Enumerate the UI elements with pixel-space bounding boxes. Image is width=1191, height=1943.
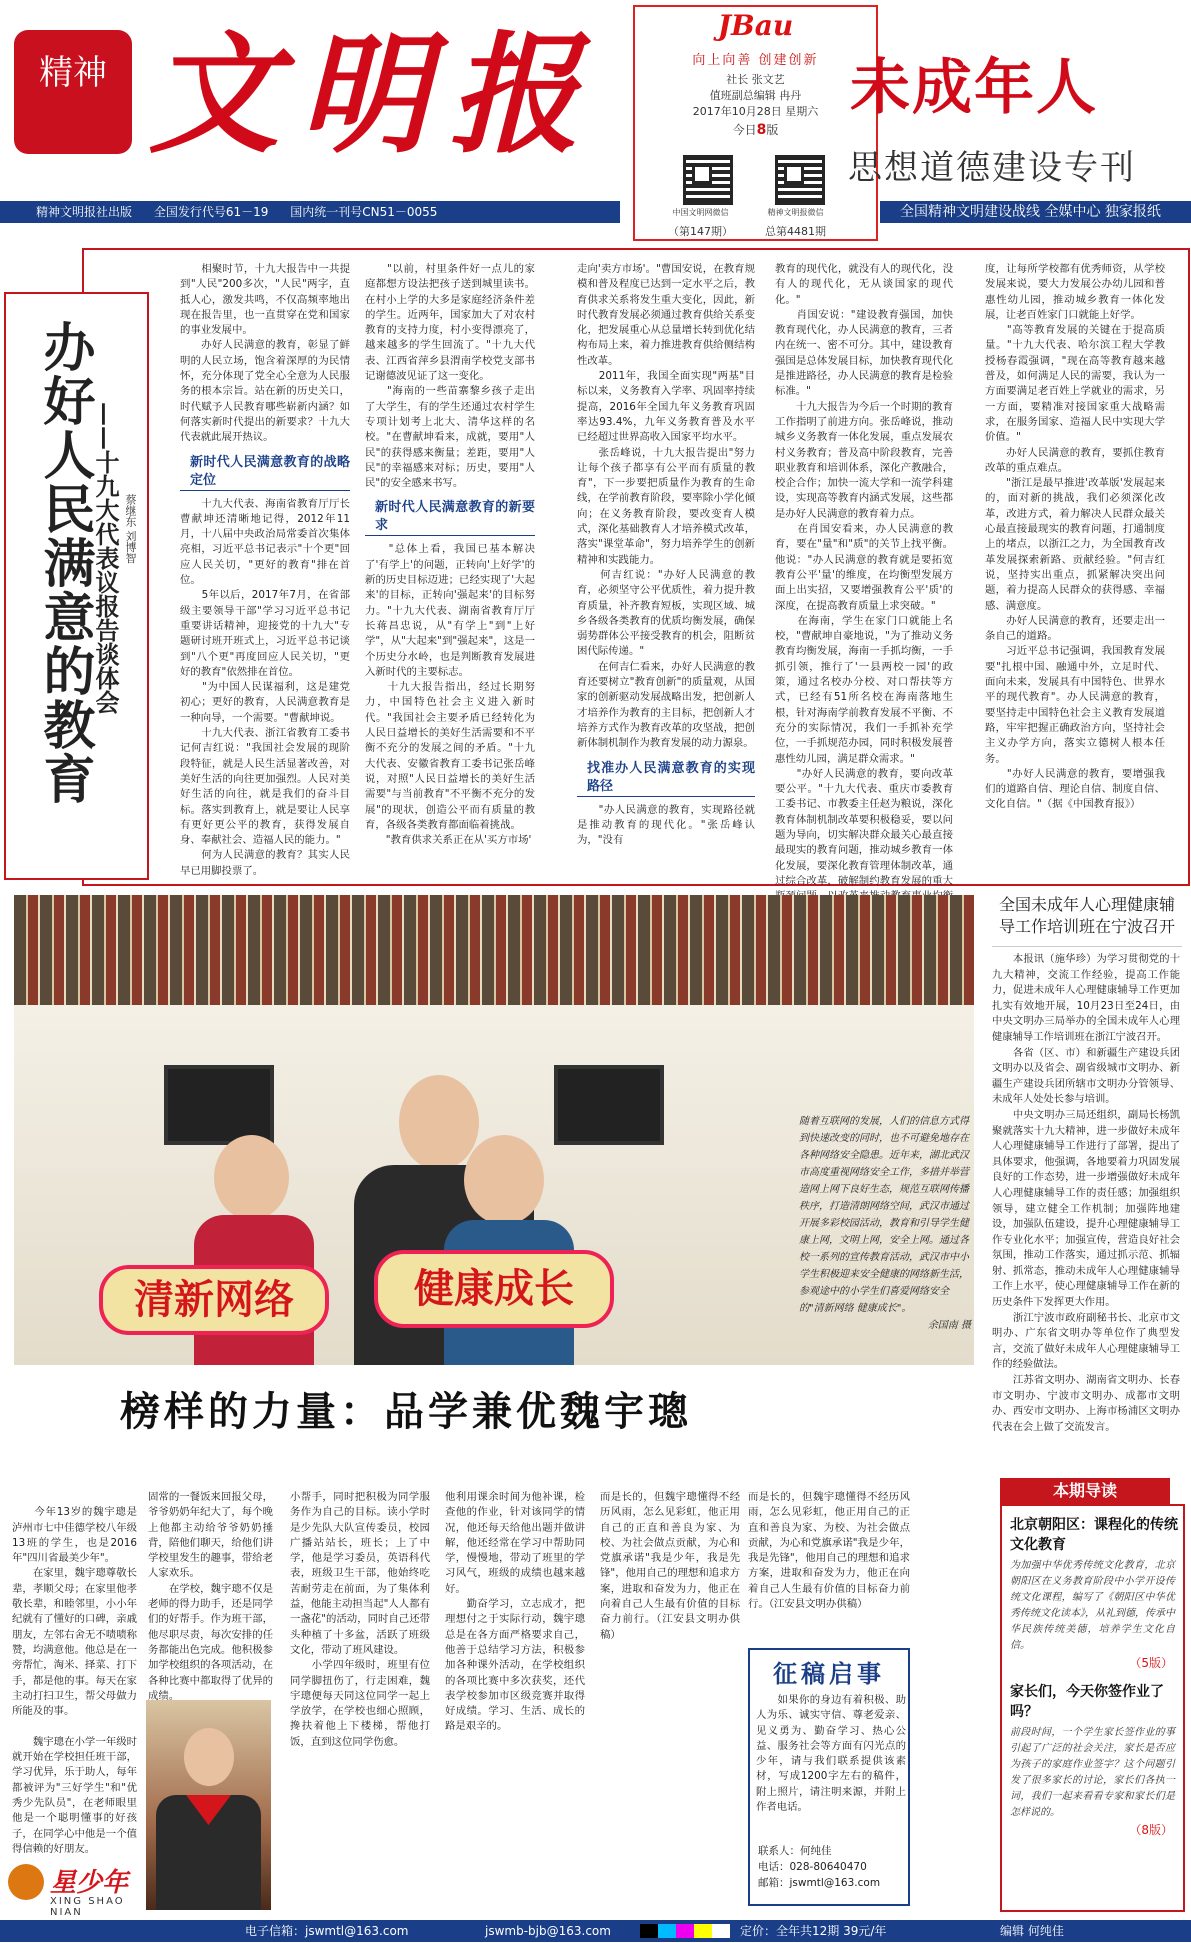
publisher-bar <box>0 201 620 223</box>
lead-headline: 办好人民满意的教育 <box>34 320 95 806</box>
section-name: 星少年 <box>50 1868 129 1898</box>
bookshelf <box>14 895 974 1005</box>
monitor-icon <box>554 1065 664 1145</box>
qr-label: 中国文明网微信 <box>672 208 729 217</box>
issue-info-box <box>633 5 878 241</box>
sign-right: 健康成长 <box>374 1250 614 1328</box>
star-logo-icon <box>8 1864 44 1900</box>
call-for-submissions: 征稿启事 如果你的身边有着积极、助人为乐、诚实守信、尊老爱亲、见义勇为、勤奋学习、热心公益、服务社会等方面有闪光点的少年，请与我们联系提供该素材，写成1200字左右的稿件，附上照片，请注明来源，并附上作者电话。 联系人：何纯佳 电话：028-80640470 邮箱：jswmtl@163.com <box>748 1648 910 1906</box>
issue-date: 2017年10月28日 星期六 <box>692 105 819 118</box>
student-photo <box>146 1700 271 1910</box>
issue-guide <box>1000 1504 1185 1912</box>
monitor-icon <box>164 1065 274 1145</box>
feature-column: 固常的一餐饭来回报父母，爷爷奶奶年纪大了，每个晚上他都主动给爷爷奶奶捶背，陪他们聊天，给他们讲学校里发生的趣事，带给老人家欢乐。 在学校，魏宇璁不仅是老师的得力助手，还是同学们的好帮手。作为班干部，他尽职尽责，每次安排的任务都能出色完成。他积极参加学校组织的各项活动，在各种比赛中都取得了优异的成绩。 <box>148 1491 273 1702</box>
guide-item-title: 家长们，今天你签作业了吗？ <box>1010 1684 1164 1720</box>
qr-code-icon <box>775 155 825 205</box>
section-logo <box>8 1858 158 1918</box>
publisher: 精神文明报社出版 <box>36 205 133 219</box>
footer-price: 定价：全年共12期 39元/年 <box>740 1924 887 1938</box>
qr-code-icon <box>683 155 733 205</box>
supplement-title: 未成年人 <box>850 53 1098 123</box>
footer-bar <box>0 1920 1191 1942</box>
footer-editor: 编辑 何纯佳 <box>1000 1924 1064 1938</box>
page-count: 今日8版 <box>732 122 779 138</box>
student-face <box>184 1728 234 1786</box>
article-column: 教育的现代化，就没有人的现代化，没有人的现代化，无从谈国家的现代化。" 肖国安说："建设教育强国，加快教育现代化，办人民满意的教育，三者内在统一、密不可分。其中，建设教育强国是总体发展目标，加快教育现代化是推进路径，办人民满意的教育是检验标准。" 十九大报告为今后一个时期的教育工作指明了前进方向。张岳峰说，推动城乡义务教育一体化发展，重点发展农村义务教育；普及高中阶段教育，完善职业教育和培训体系，深化产教融合，校企合作；加快一流大学和一流学科建设，实现高等教育内涵式发展，这些都是办好人民满意的教育着力点。 在肖国安看来，办人民满意的教育，要在"量"和"质"的关节上找平衡。他说："办人民满意的教育就是要拓宽教育公平'量'的维度，在均衡型发展方面上出实招，又要增强教育公平'质'的深度，在提高教育质量上求突破。" 在海南，学生在家门口就能上名校，"曹献坤自豪地说，"为了推动义务教育均衡发展，海南一手抓均衡，一手抓引领，推行了'一县两校一园'的政策，通过名校办分校、对口帮扶等方式，已经有51所名校在海南落地生根，针对海南学前教育发展不平衡、不充分的实际情况，我们一手抓补充学位，一手抓规范办园，同时积极发展普惠性幼儿园，满足群众需求。" "办好人民满意的教育，要向改革要公平。"十九大代表、重庆市委教育工委书记、市教委主任赵为粮说，深化教育体制机制改革要积极稳妥，要以问题为导向，切实解决群众最关心最直接最现实的教育问题，推动城乡教育一体化发展，要深化教育管理体制改革，通过综合改革，破解制约教育发展的重大 <box>775 263 953 887</box>
section-pinyin: XING SHAO NIAN <box>50 1896 125 1918</box>
feature-column: 他利用课余时间为他补课，检查他的作业，针对该同学的情况，他还每天给他出题并做讲解，他还经常在学习中帮助同学，慢慢地，带动了班里的学习风气，班级的成绩也越来越好。 勤奋学习，立志成才，把理想付之于实际行动，魏宇璁总是在各方面严格要求自己，他善于总结学习方法，积极参加各种课外活动，在学校组织的各项比赛中多次获奖，还代表学校参加市区级竞赛并取得好成绩。学习、生活、成长的路是艰辛的。 <box>445 1491 585 1733</box>
news-photo <box>14 895 974 1365</box>
brand-logo: JBau <box>717 9 794 42</box>
guide-page-ref: （8版） <box>1129 1823 1173 1837</box>
feature-column: 今年13岁的魏宇璁是泸州市七中佳德学校八年级13班的学生，也是2016年"四川省最美少年"。 在家里，魏宇璁尊敬长辈，孝顺父母；在家里他孝敬长辈，和睦邻里，小小年纪就有了懂好的口碑，亲戚朋友，左邻右舍无不啧啧称赞，均满意他。他总是在一旁帮忙，淘米、择菜、打下手，都是他的事。每天在家主动打扫卫生，帮父母做力所能及的事。 魏宇璁在小学一年级时就开始在学校担任班干部，学习优异，乐于助人，每年都被评为"三好学生"和"优秀少先队员"，在老师眼里他是一个聪明懂事的好孩子，在同学心中他是一个值得信赖的好朋友。 <box>12 1506 137 1855</box>
feature-column: 而是长的，但魏宇璁懂得不经历风雨，怎么见彩虹，他正用自己的正直和善良为家、为校、为社会做点贡献，为心和党旗承诺"我是少年，我是先锋"，他用自己的理想和追求方案，进取和奋发为力，他正在向着自己人生最有价值的目标奋力前行。（江安县文明办供稿） <box>600 1491 740 1641</box>
call-title: 征稿启事 <box>773 1660 885 1688</box>
lead-subtitle: ——十九大代表议报告谈体会 <box>91 402 120 714</box>
contact-phone: 电话：028-80640470 <box>758 1861 867 1873</box>
this-issue-tag: 本期导读 <box>1000 1478 1170 1504</box>
section-heading: 新时代人民满意教育的战略定位 <box>180 454 350 491</box>
print-color-strip <box>640 1924 730 1938</box>
boy-face <box>464 1135 544 1225</box>
media-bar: 全国精神文明建设战线 全媒中心 独家报纸 <box>880 201 1191 223</box>
article-column: "以前，村里条件好一点儿的家庭都想方设法把孩子送到城里读书。在村小上学的大多是家庭经济条件差的学生。近两年，国家加大了对农村教育的支持力度，村小变得漂亮了，越来越多的学生回流了。"十九大代表、江西省萍乡县渭南学校党支部书记谢德波见证了这一变化。 "海南的一些苗寨黎乡孩子走出了大学生，有的学生还通过农村学生专项计划考上北大、清华这样的名校。"在曹献坤看来，成就，要用"人民"的获得感来衡量；差距，要用"人民"的幸福感来对标；历史，要用"人民"的安全感来书写。 新时代人民满意教育的新要求 "总体上看，我国已基本解决了'有学上'的问题，正转向'上好学'的新的历史目标迈进；已经实现了'大起来'的目标，正转向'强起来'的目标努力。"十九大代表、湖南省教育厅厅长蒋昌忠说，从"有学上"到"上好学"，从"大起来"到"强起来"，这是一个历史分水岭，也是判断教育发展进入新时代的主要标志。 十九大报告指出，经过长期努力，中国特色社会主义进入新时代。"我国社会主要矛盾已经转化为人民日益增长的美好生活需要和不平衡不充分的发展之间的矛盾。"十九大代表、安徽省教育工委书记张岳峰说，对照"人民日益增长的美好生活需要"与当前教育"不平衡不充分的发展"的现状，创造公平而有质量的教育，各级各类教育都面临着挑战。 "教育供求关系正在从'买方市场' <box>365 263 535 847</box>
section-heading: 找准办人民满意教育的实现路径 <box>577 760 755 797</box>
total-issue: 总第4481期 <box>765 225 826 238</box>
postal-code: 全国发行代号61－19 <box>153 205 269 219</box>
qr-label: 精神文明报微信 <box>767 208 824 217</box>
footer-email: 电子信箱：jswmtl@163.com <box>245 1924 409 1938</box>
guide-item-text: 为加强中华优秀传统文化教育，北京朝阳区在义务教育阶段中小学开设传统文化课程，编写了《朝阳区中华优秀传统文化读本》，从礼到德，传承中华民族传统美德，培养学生文化自信。 <box>1010 1560 1175 1651</box>
girl-face <box>214 1135 289 1220</box>
supplement-subtitle: 思想道德建设专刊 <box>848 148 1136 188</box>
slogan: 向上向善 创建创新 <box>692 53 819 68</box>
side-news-body: 本报讯（施华珍）为学习贯彻党的十九大精神，交流工作经验，提高工作能力，促进未成年人心理健康辅导工作更加扎实有效地开展，10月23日至24日，由中央文明办三局举办的全国未成年人心理健康辅导工作培训班在浙江宁波召开。 各省（区、市）和新疆生产建设兵团文明办以及省会、副省级城市文明办、新疆生产建设兵团所辖市文明办分管领导、未成年人处处长参与培训。 中央文明办三局还组织，副局长杨凯聚就落实十九大精神，进一步做好未成年人心理健康辅导工作进行了部署，提出了具体要求，他强调，各地要着力巩固发展良好的工作态势，进一步增强做好未成年人心理健康辅导工作的责任感；加强组织领导，建立健全工作机制；加强阵地建设，加强队伍建设，提升心理健康辅导工作专业化水平；加强宣传，营造良好社会氛围，推动工作落实，通过抓示范、抓辐射、抓常态，推动未成年人心理健康辅导工作上水平，使心理健康辅导工作在新的历史条件下发挥更大作用。 浙江宁波市政府副秘书长、北京市文明办、广东省文明办等单位作了典型发言，交流了做好未成年人心理健康辅导工作的经验做法。 江苏省文明办、湖南省文明办、长春市文明办、宁波市文明办、成都市文明办、西安市文明办、上海市杨浦区文明办代表在会上做了交流发言。 <box>992 953 1180 1433</box>
masthead-seal: 精神 <box>14 30 132 154</box>
article-column: 走向'卖方市场'。"曹国安说，在教育规模和普及程度已达到一定水平之后，教育供求关系将发生重大变化，因此，新时代教育发展必须通过教育供给关系变化，把发展重心从总量增长转到优化结构布局上来，着力推进教育供给侧结构性改革。 2011年，我国全面实现"两基"目标以来，义务教育入学率、巩固率持续提高，2016年全国九年义务教育巩固率达93.4%，九年义务教育普及水平已经超过世界高收入国家平均水平。 张岳峰说，十九大报告提出"努力让每个孩子都享有公平而有质量的教育"，下一步要把质量作为教育的生命线，在学前教育阶段，要率除小学化倾向；在义务教育阶段，要改变育人模式，深化基础教育人才培养模式改革，落实"课堂革命"，努力培养学生的创新精神和实践能力。 何吉红说："办好人民满意的教育，必须坚守公平优质性，着力提升教育质量，补齐教育短板，实现区域、城乡各级各类教育的优质均衡发展，确保弱势群体公平接受教育的机会，阻断贫困代际传递。" 在何吉仁看来，办好人民满意的教育还要树立"教育创新"的质量观，从国家的创新驱动发展战略出发，把创新人才培养作为教育的主目标，把创新人才培养方式作为教育改革的攻坚战，把创新体制机制作为教育发展的动力源泉。 找准办人民满意教育的实现路径 "办人民满意的教育，实现路径就是推动教育的现代化。"张岳峰认为，"没有 <box>577 263 755 847</box>
feature-column-end: 而是长的，但魏宇璁懂得不经历风雨，怎么见彩虹，他正用自己的正直和善良为家、为校、为社会做点贡献，为心和党旗承诺"我是少年，我是先锋"，他用自己的理想和追求方案，进取和奋发为力，他正在向着自己人生最有价值的目标奋力前行。（江安县文明办供稿） <box>748 1491 910 1611</box>
guide-item-title: 北京朝阳区：课程化的传统文化教育 <box>1010 1517 1178 1553</box>
article-column: 度，让每所学校都有优秀师资，从学校发展来说，要大力发展公办幼儿园和普惠性幼儿园，推动城乡教育一体化发展，让老百姓家门口就能上好学。 "高等教育发展的关键在于提高质量。"十九大代表、哈尔滨工程大学教授杨春霞强调，"现在高等教育越来越普及，如何满足人民的需要，我认为一方面要满足老百姓上学就业的需求，另一方面，要精准对接国家重大战略需求，在服务国家、造福人民中实现大学价值。" 办好人民满意的教育，要抓住教育改革的重点难点。 "浙江是最早推进'改革版'发展起来的，面对新的挑战，我们必须深化改革，改进方式，着力解决人民群众最关心最直接最现实的教育问题，打通制度上的堵点，以浙江之力，为全国教育改革发展探索新路、贡献经验。"何吉红说，坚持实出重点，抓紧解决突出问题，着力提高人民群众的获得感、幸福感、满意度。 办好人民满意的教育，还要走出一条自己的道路。 习近平总书记强调，我国教育发展要"扎根中国、融通中外，立足时代、面向未来，发展具有中国特色、世界水平的现代教育"。办人民满意的教育，要坚持走中国特色社会主义教育发展道路，牢牢把握正确政治方向，坚持社会主义办学方向，落实立德树人根本任务。 "办好人民满意的教育，要增强我们的道路自信、理论自信、制度自信、文化自信。"（据《中国教育报》） <box>985 263 1165 811</box>
photo-caption: 随着互联网的发展，人们的信息方式得到快速改变的同时，也不可避免地存在各种网络安全隐患。近年来，湖北武汉市高度重视网络安全工作，多措并举营造网上网下良好生态，规范互联网传播秩序，打造清朗网络空间，武汉市通过开展多彩校园活动，教育和引导学生健康上网，文明上网，安全上网。通过各校一系列的宣传教育活动，武汉市中小学生积极迎来安全健康的网络新生活，参观途中的小学生们喜爱网络安全的"清新网络 健康成长"。 余国南 摄 <box>799 1113 971 1334</box>
president: 社长 张文艺 <box>726 73 785 86</box>
section-heading: 新时代人民满意教育的新要求 <box>365 499 535 536</box>
sign-left: 清新网络 <box>99 1265 329 1335</box>
duty-editor: 值班副总编辑 冉丹 <box>709 89 802 102</box>
side-news-title: 全国未成年人心理健康辅导工作培训班在宁波召开 <box>992 894 1182 947</box>
newspaper-masthead <box>14 18 614 171</box>
feature-banner: 榜样的力量：品学兼优魏宇璁 <box>120 1388 692 1435</box>
photo-credit: 余国南 摄 <box>927 1320 971 1331</box>
serial-code: 国内统一刊号CN51－0055 <box>290 205 438 219</box>
guide-item-text: 前段时间，一个学生家长签作业的事引起了广泛的社会关注，家长是否应为孩子的家庭作业签字？这个问题引发了很多家长的讨论，家长们各执一词，我们一起来看看专家和家长们是怎样说的。 <box>1010 1727 1175 1818</box>
issue-number: （第147期） <box>668 225 733 238</box>
newspaper-name: 文明报 <box>149 18 600 171</box>
guide-page-ref: （5版） <box>1129 1656 1173 1670</box>
lead-headline-box <box>4 292 149 880</box>
footer-email-2: jswmb-bjb@163.com <box>485 1924 611 1938</box>
feature-column: 小帮手，同时把积极为同学服务作为自己的目标。读小学时是少先队大队宣传委员，校园广播站站长，班长；上了中学，他是学习委员，英语科代表，班级卫生干部，他始终吃苦耐劳走在前面，为了集体利益，他能主动担当起"人人都有一盏花"的活动，同时自己还带头种植了十多盆，活跃了班级文化，带动了班风建设。 小学四年级时，班里有位同学脚扭伤了，行走困难，魏宇璁便每天同这位同学一起上学放学，在学校也细心照顾，搀扶着他上下楼梯，帮他打饭，直到这位同学伤愈。 <box>290 1491 430 1748</box>
lead-authors: 蔡继东 刘博智 <box>124 494 137 564</box>
contact-email: 邮箱：jswmtl@163.com <box>758 1877 881 1889</box>
face <box>399 1075 479 1170</box>
article-column: 相聚时节，十九大报告中一共提到"人民"200多次，"人民"两字，直抵人心，激发共鸣，不仅高频率地出现在报告里，也一直贯穿在党和国家的事业发展中。 办好人民满意的教育，彰显了鲜明的人民立场，饱含着深厚的为民情怀，充分体现了党全心全意为人民服务的根本宗旨。站在新的历史关口，时代赋予人民教育哪些崭新内涵？如何落实新时代提出的新要求？十九大代表就此展开热议。 新时代人民满意教育的战略定位 十九大代表、海南省教育厅厅长曹献坤还清晰地记得，2012年11月，十八届中央政治局常委首次集体亮相，习近平总书记表示"十个更"回应人民关切，"更好的教育"排在首位。 5年以后，2017年7月，在省部级主要领导干部"学习习近平总书记重要讲话精神，迎接党的十九大"专题研讨班开班式上，习近平总书记谈到"八个更"再度回应人民关切，"更好的教育"依然排在首位。 "为中国人民谋福利，这是建党初心；更好的教育，人民满意教育是一种向导，一个需要。"曹献坤说。 十九大代表、浙江省教育工委书记何吉红说："我国社会发展的现阶段特征，就是人民生活显著改善，对美好生活的向往更加强烈。人民对美好生活的向往，就是我们的奋斗目标。落实到教育上，就是要让人民享有更好更公平的教育，获得发展自身、奉献社会、造福人民的能力。" 何为人民满意的教育？其实人民早已用脚投票了。 <box>180 263 350 877</box>
contact-person: 联系人：何纯佳 <box>758 1845 832 1857</box>
